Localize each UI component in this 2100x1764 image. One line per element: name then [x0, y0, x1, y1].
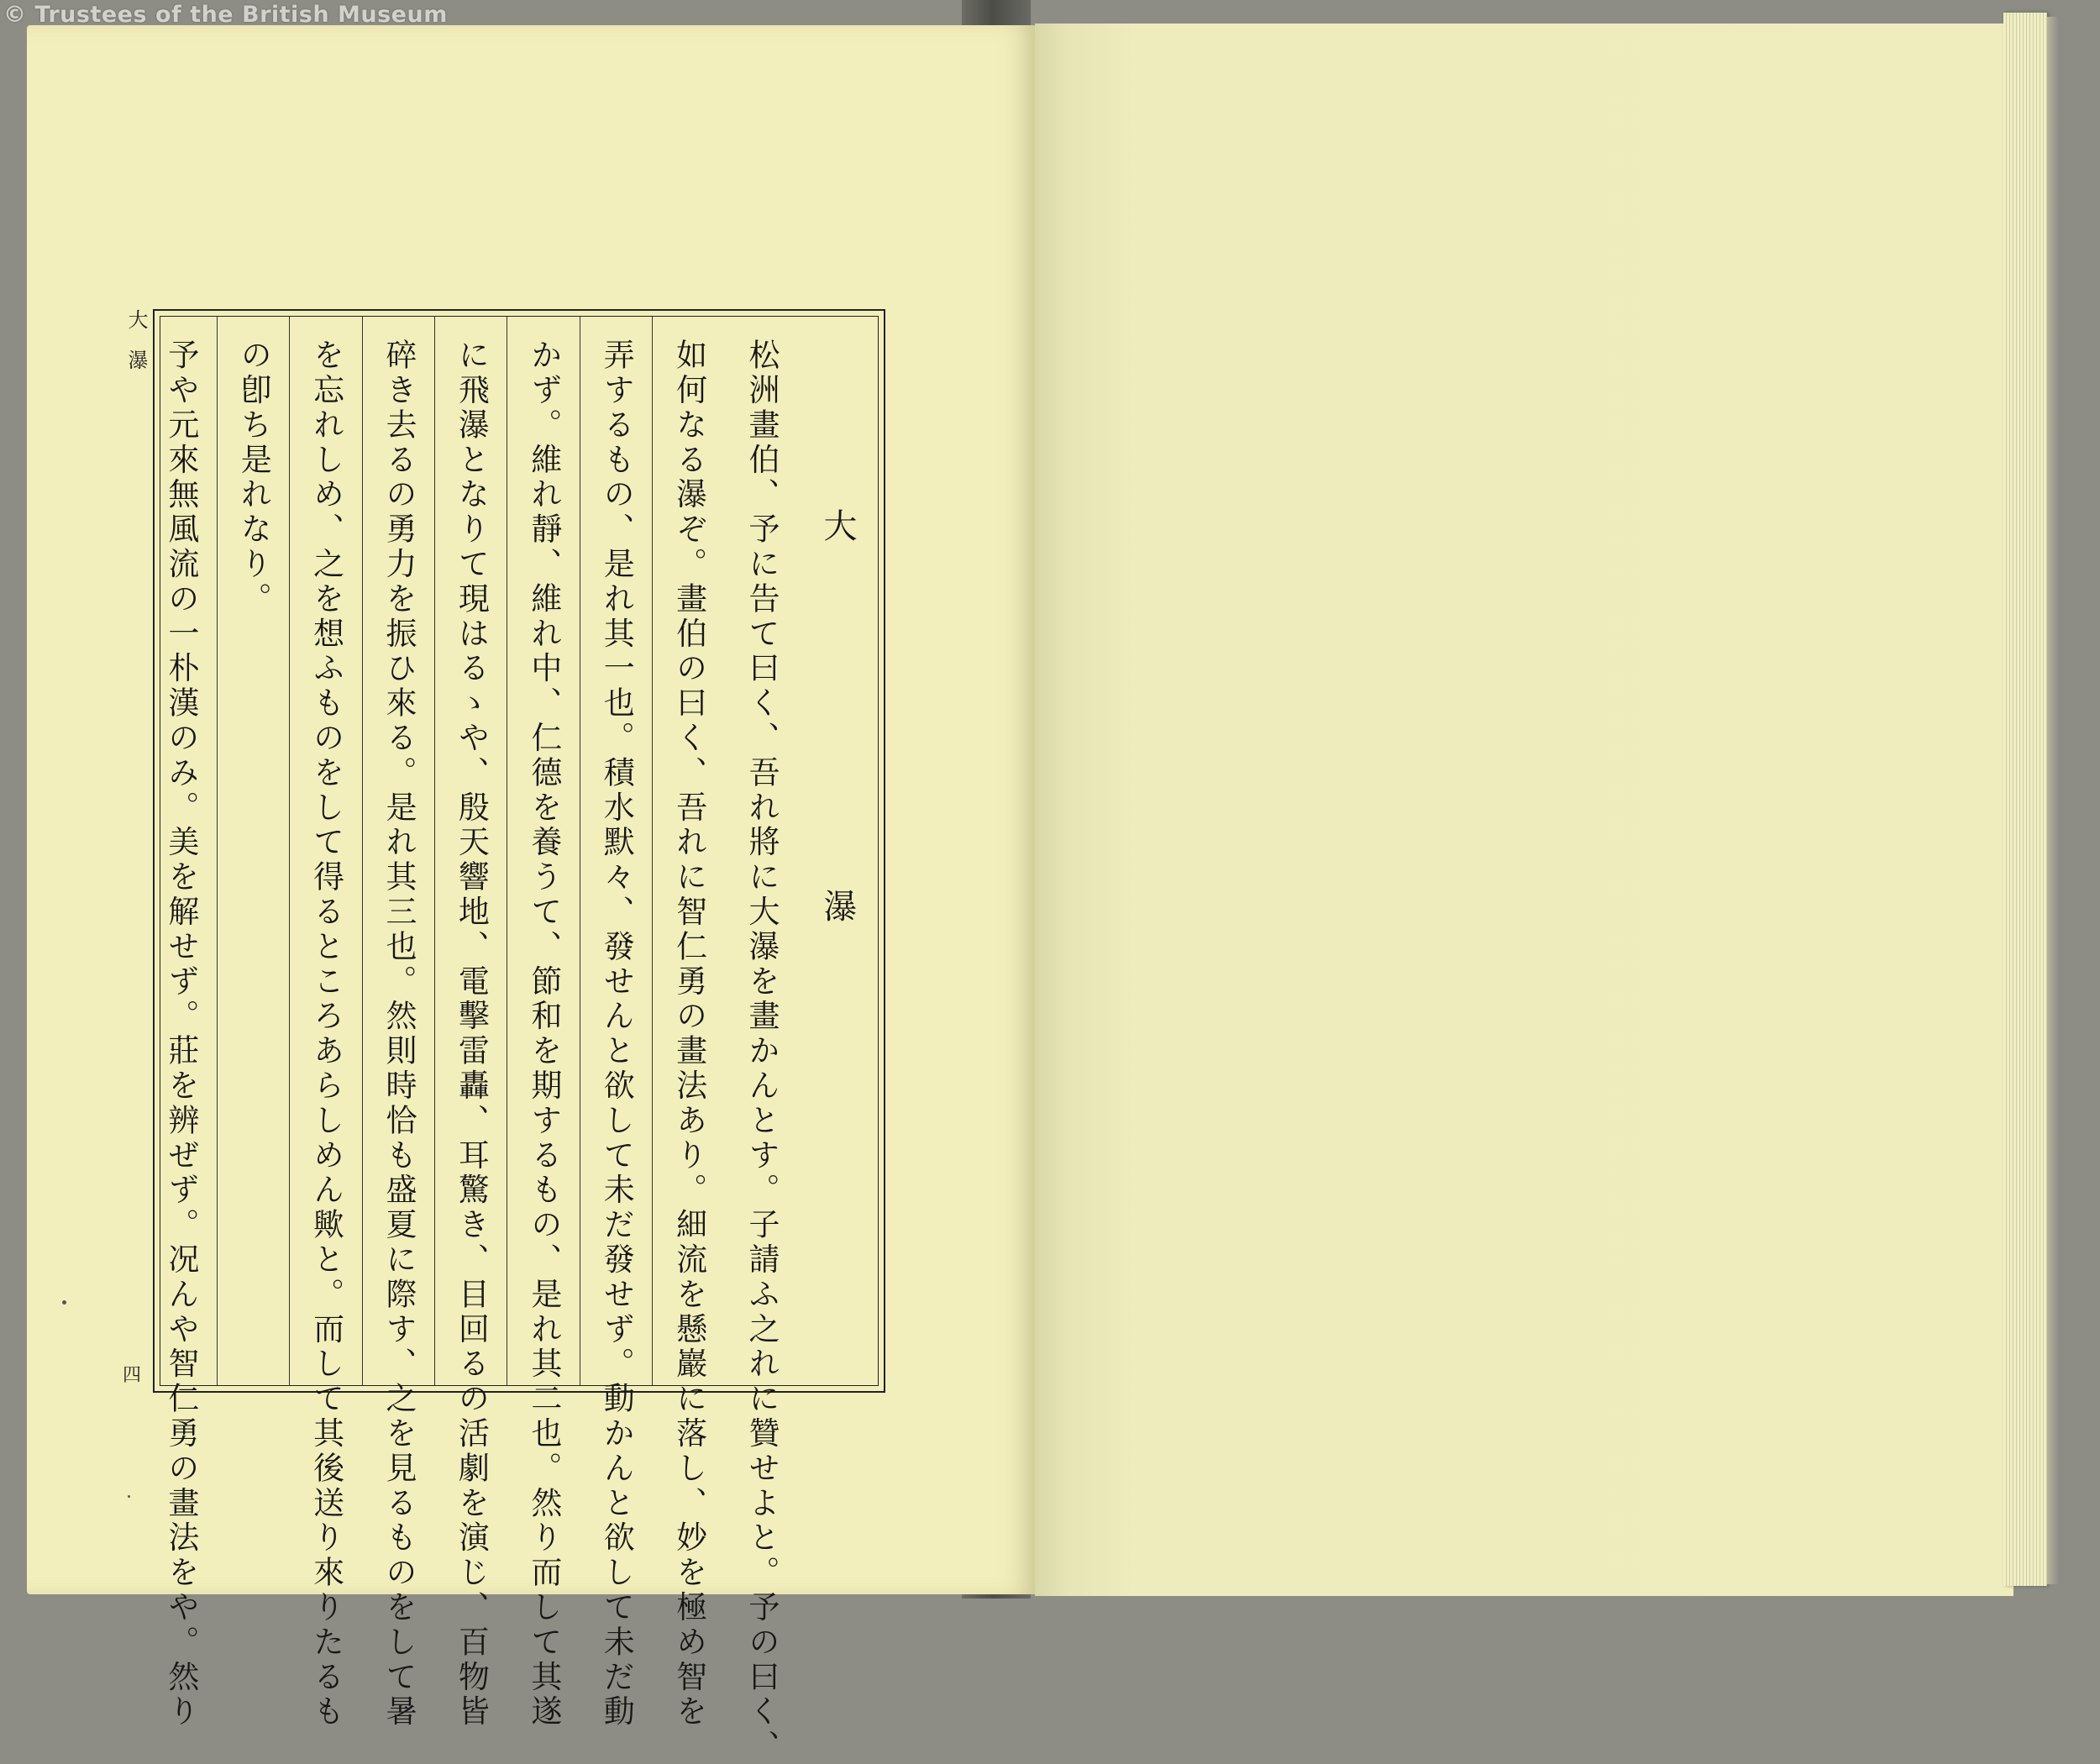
text-column-5: に飛瀑となりて現はるゝや、殷天響地、電擊雷轟、耳驚き、目回るの活劇を演じ、百物皆 — [434, 317, 507, 1385]
copyright-credit: © Trustees of the British Museum — [3, 2, 448, 28]
page-edges-shadow — [2047, 17, 2059, 1584]
running-head: 大瀑 — [124, 309, 148, 390]
text-column-6: 碎き去るの勇力を振ひ來る。是れ其三也。然則時恰も盛夏に際す、之を見るものをして暑 — [362, 317, 434, 1385]
text-column-2: 如何なる瀑ぞ。畫伯の曰く、吾れに智仁勇の畫法あり。細流を懸巖に落し、妙を極め智を — [652, 317, 724, 1385]
text-column-3: 弄するもの、是れ其一也。積水默々、發せんと欲して未だ發せず。動かんと欲して未だ動 — [580, 317, 652, 1385]
essay-title: 大 瀑 — [818, 508, 857, 1090]
text-frame-inner — [160, 316, 879, 1764]
right-page-blank — [1035, 24, 2013, 1596]
page-edges — [2003, 13, 2047, 1586]
page-number: 四 — [123, 1365, 142, 1386]
paper-speck — [128, 1495, 130, 1498]
text-column-8: の卽ち是れなり。 — [217, 317, 289, 1385]
text-column-1: 松洲畫伯、予に告て曰く、吾れ將に大瀑を畫かんとす。子請ふ之れに贊せよと。予の曰く、 — [743, 339, 780, 1764]
paper-speck — [62, 1300, 66, 1305]
text-column-7: を忘れしめ、之を想ふものをして得るところあらしめん歟と。而して其後送り來りたるも — [289, 317, 361, 1385]
text-column-4: かず。維れ靜、維れ中、仁德を養うて、節和を期するもの、是れ其二也。然り而して其遂 — [507, 317, 579, 1385]
text-frame — [153, 309, 885, 1764]
left-page — [27, 25, 1035, 1764]
text-column-9: 予や元來無風流の一朴漢のみ。美を解せず。莊を辨ぜず。况んや智仁勇の畫法をや。然り — [162, 339, 199, 1730]
